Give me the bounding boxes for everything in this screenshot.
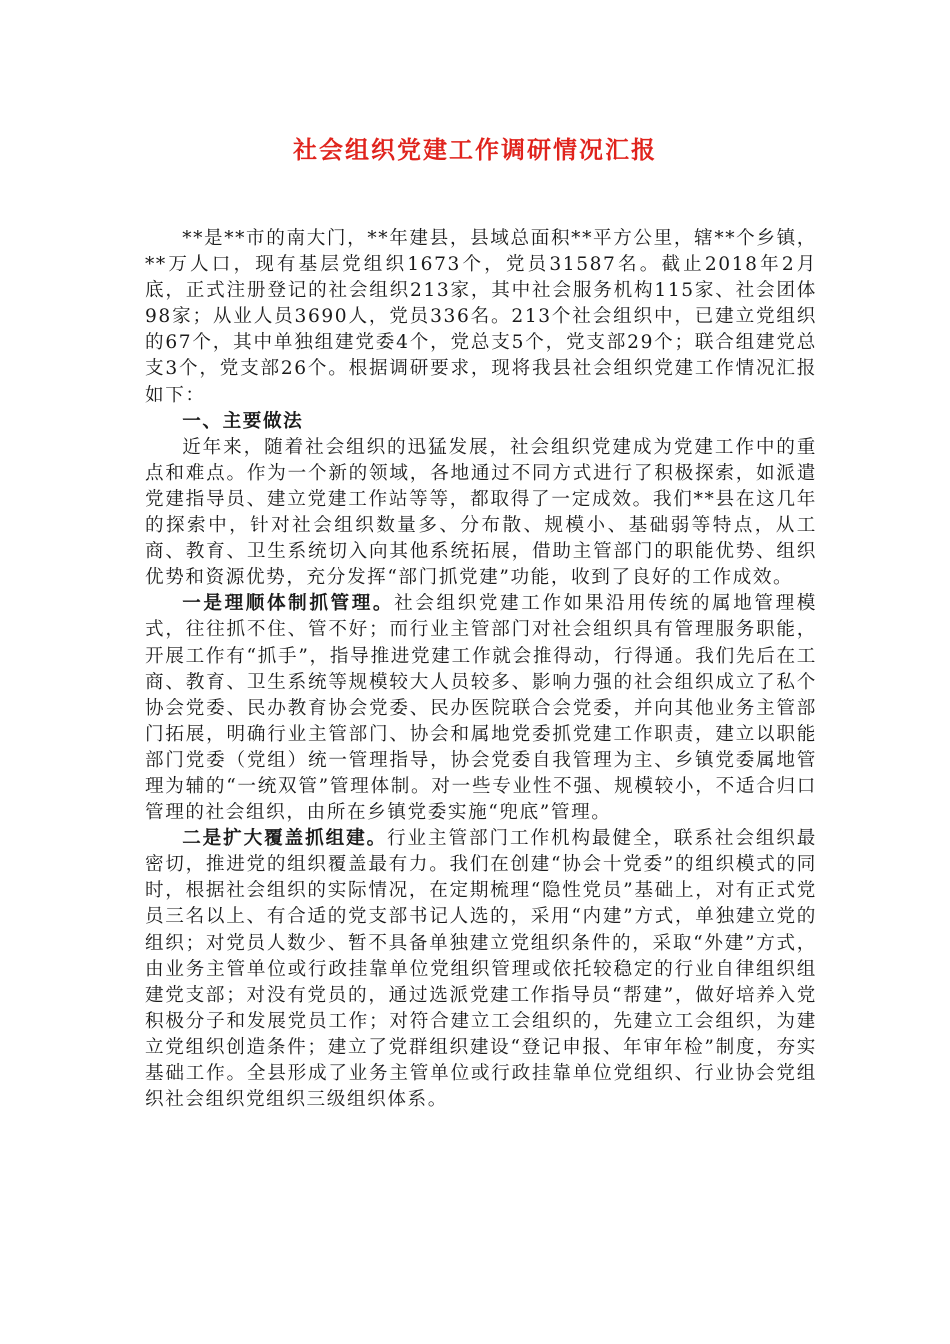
document-body [145,226,817,1113]
point1-paragraph [145,591,817,826]
point2-paragraph [145,826,817,1113]
point2-text: 行业主管部门工作机构最健全，联系社会组织最密切，推进党的组织覆盖最有力。我们在创建“协会十党委”的组织模式的同时，根据社会组织的实际情况，在定期梳理“隐性党员”基础上，对有正式党员三名以上、有合适的党支部书记人选的，采用“内建”方式，单独建立党的组织；对党员人数少、暂不具备单独建立党组织条件的，采取“外建”方式，由业务主管单位或行政挂靠单位党组织管理或依托较稳定的行业自律组织组建党支部；对没有党员的，通过选派党建工作指导员“帮建”，做好培养入党积极分子和发展党员工作；对符合建立工会组织的，先建立工会组织，为建立党组织创造条件；建立了党群组织建设“登记申报、年审年检”制度，夯实基础工作。全县形成了业务主管单位或行政挂靠单位党组织、行业协会党组织社会组织党组织三级组织体系。 [145,828,817,1111]
intro-paragraph: **是**市的南大门，**年建县，县域总面积**平方公里，辖**个乡镇，**万人口，现有基层党组织1673个，党员31587名。截止2018年2月底，正式注册登记的社会组织213家，其中社会服务机构115家、社会团体98家；从业人员3690人，党员336名。213个社会组织中，已建立党组织的67个，其中单独组建党委4个，党总支5个，党支部29个；联合组建党总支3个，党支部26个。根据调研要求，现将我县社会组织党建工作情况汇报如下： [145,228,817,406]
point1-text: 社会组织党建工作如果沿用传统的属地管理模式，往往抓不住、管不好；而行业主管部门对社会组织具有管理服务职能，开展工作有“抓手”，指导推进党建工作就会推得动，行得通。我们先后在工商、教育、卫生系统等规模较大人员较多、影响力强的社会组织成立了私个协会党委、民办教育协会党委、民办医院联合会党委，并向其他业务主管部门拓展，明确行业主管部门、协会和属地党委抓党建工作职责，建立以职能部门党委（党组）统一管理指导，协会党委自我管理为主、乡镇党委属地管理为辅的“一统双管”管理体制。对一些专业性不强、规模较小，不适合归口管理的社会组织，由所在乡镇党委实施“兜底”管理。 [145,593,817,824]
point2-lead: 二是扩大覆盖抓组建。 [182,828,388,850]
section1-paragraph: 近年来，随着社会组织的迅猛发展，社会组织党建成为党建工作中的重点和难点。作为一个新的领域，各地通过不同方式进行了积极探索，如派遣党建指导员、建立党建工作站等等，都取得了一定成效。我们**县在这几年的探索中，针对社会组织数量多、分布散、规模小、基础弱等特点，从工商、教育、卫生系统切入向其他系统拓展，借助主管部门的职能优势、组织优势和资源优势，充分发挥“部门抓党建”功能，收到了良好的工作成效。 [145,436,817,589]
section-heading-main-practices: 一、主要做法 [182,410,304,432]
document-title: 社会组织党建工作调研情况汇报 [293,136,657,164]
point1-lead: 一是理顺体制抓管理。 [182,593,395,615]
